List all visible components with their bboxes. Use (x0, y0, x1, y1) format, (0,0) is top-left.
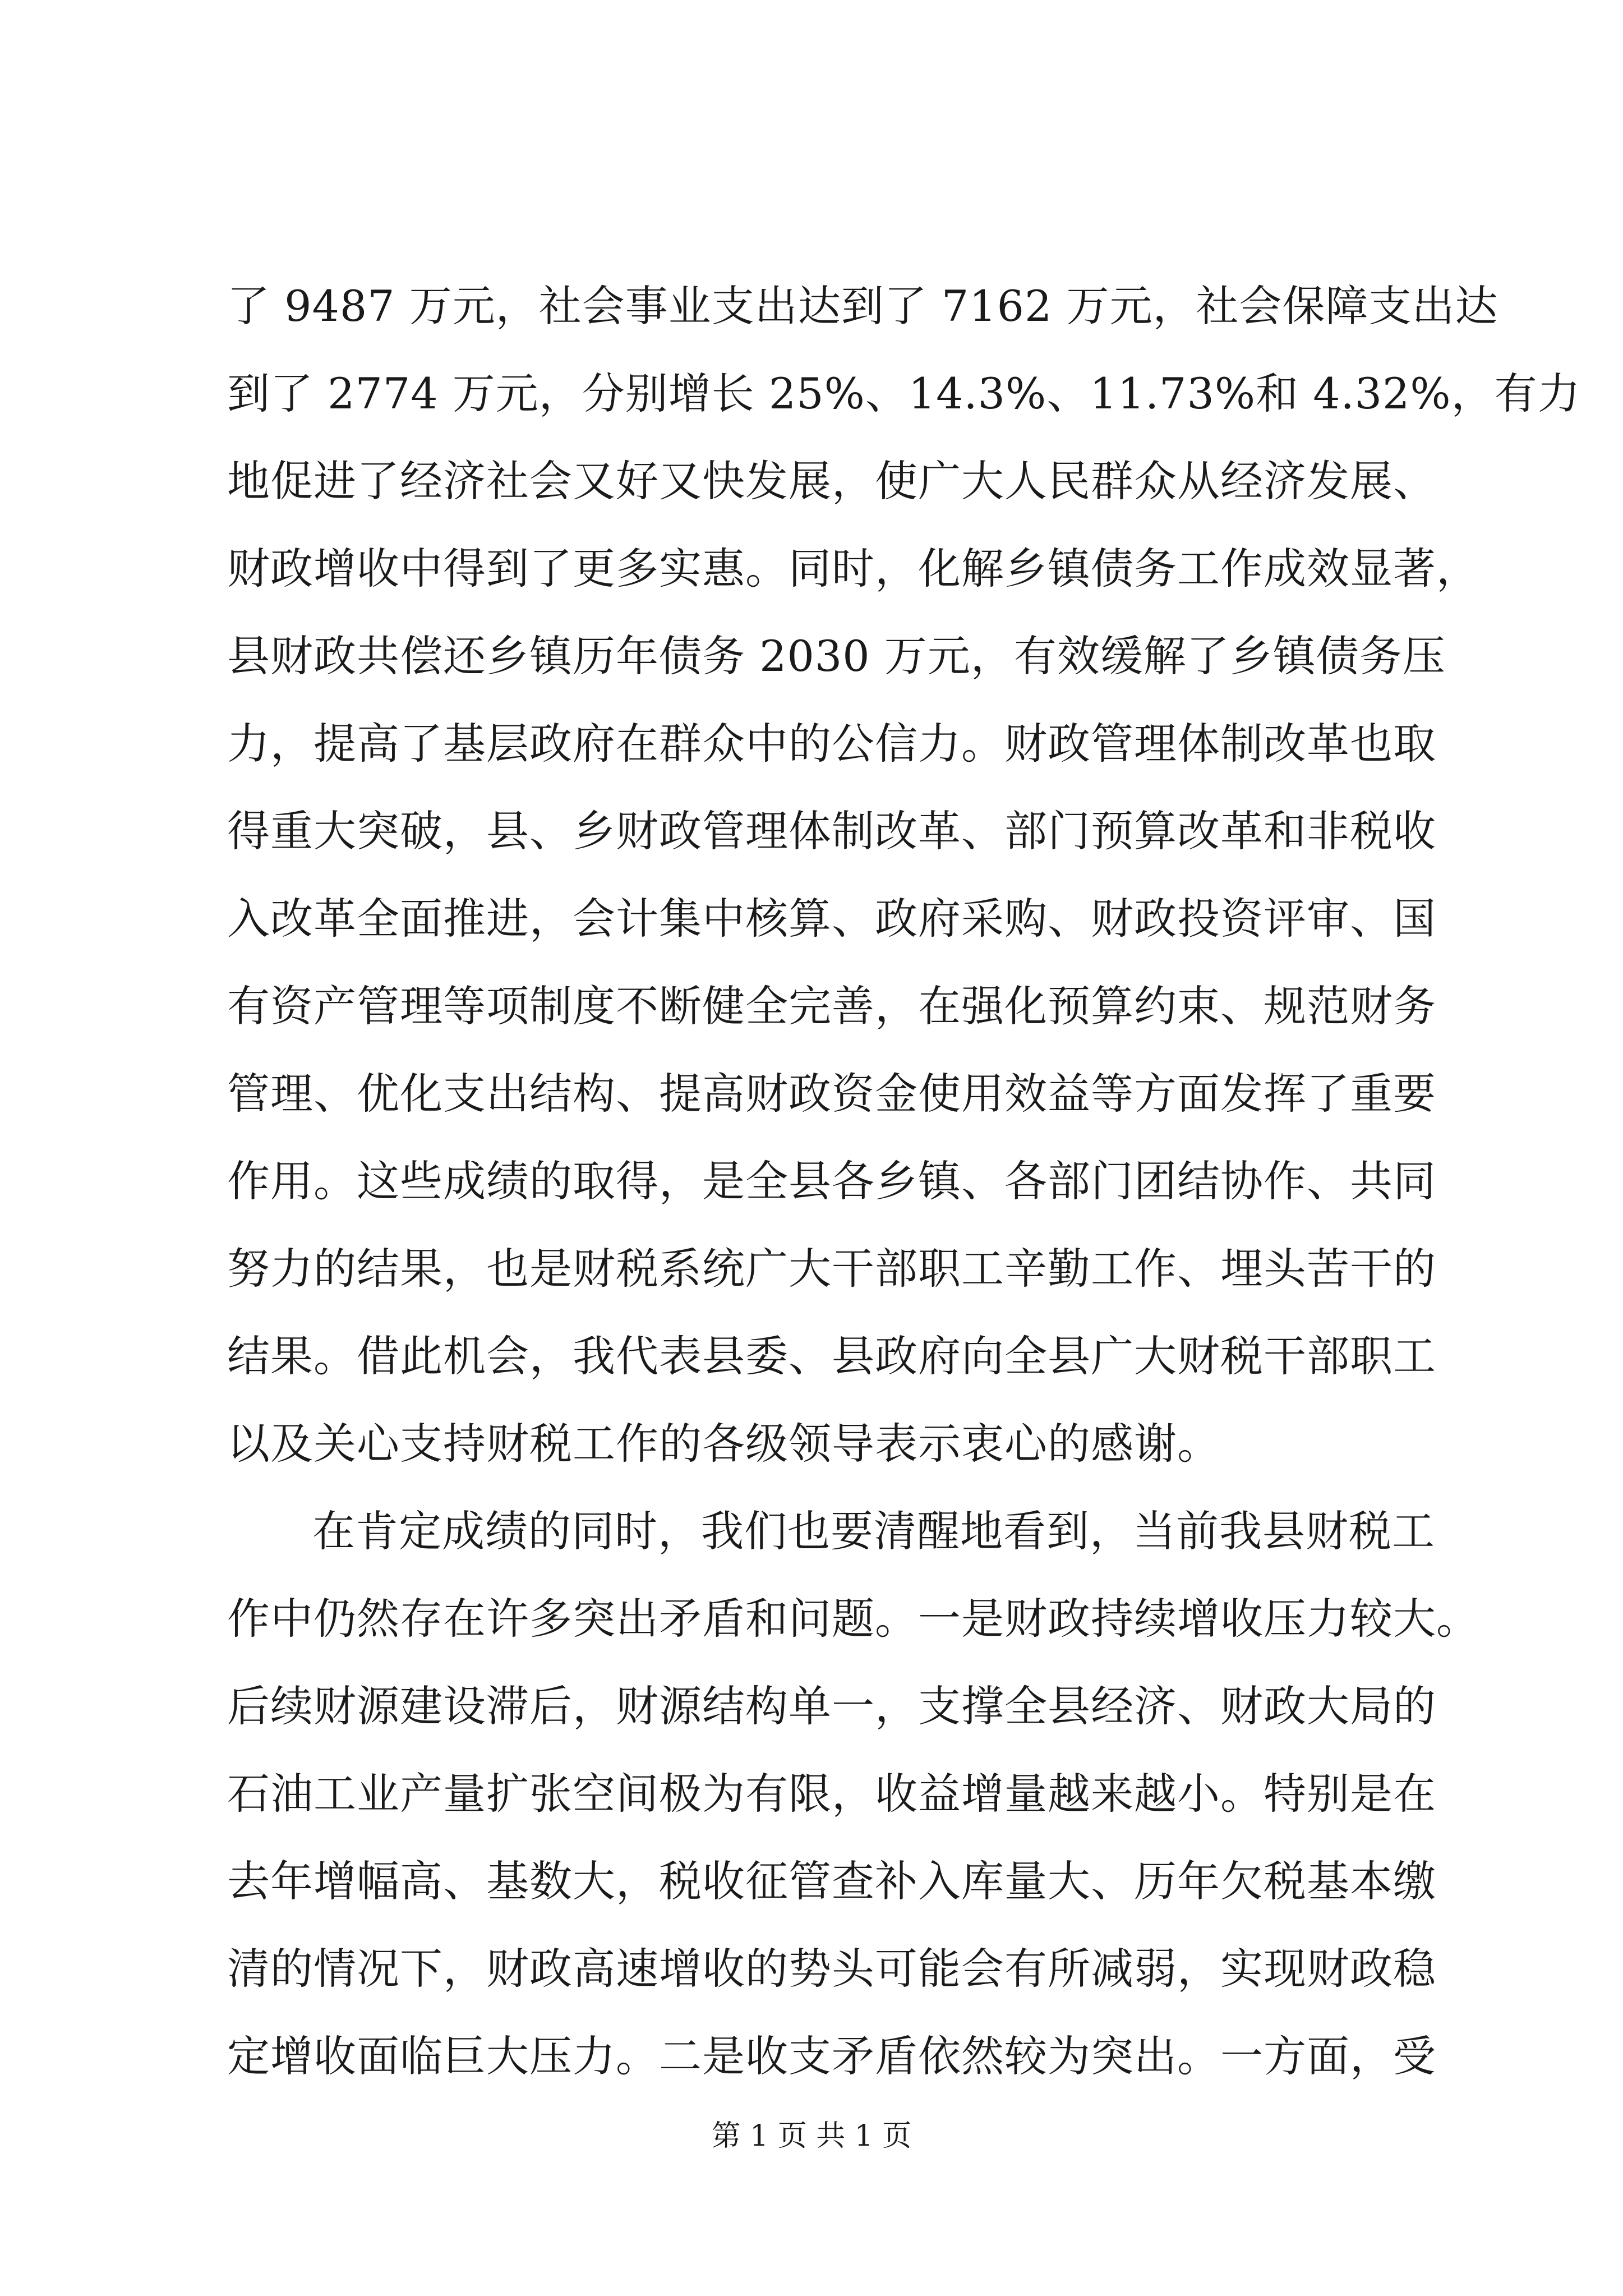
text-line: 得重大突破，县、乡财政管理体制改革、部门预算改革和非税收 (227, 806, 1436, 856)
text-line: 入改革全面推进，会计集中核算、政府采购、财政投资评审、国 (227, 894, 1436, 944)
text-line: 作中仍然存在许多突出矛盾和问题。一是财政持续增收压力较大。 (227, 1594, 1479, 1644)
text-line: 石油工业产量扩张空间极为有限，收益增量越来越小。特别是在 (227, 1769, 1436, 1819)
text-line: 努力的结果，也是财税系统广大干部职工辛勤工作、埋头苦干的 (227, 1244, 1436, 1294)
text-line: 财政增收中得到了更多实惠。同时，化解乡镇债务工作成效显著， (227, 544, 1479, 593)
text-line: 在肯定成绩的同时，我们也要清醒地看到，当前我县财税工 (312, 1506, 1435, 1556)
paragraph-1 (227, 263, 1581, 1488)
paragraph-2 (227, 1488, 1479, 2100)
text-line: 有资产管理等项制度不断健全完善，在强化预算约束、规范财务 (227, 981, 1436, 1031)
text-line: 去年增幅高、基数大，税收征管查补入库量大、历年欠税基本缴 (227, 1856, 1436, 1906)
text-line: 定增收面临巨大压力。二是收支矛盾依然较为突出。一方面，受 (227, 2031, 1436, 2081)
text-line: 清的情况下，财政高速增收的势头可能会有所减弱，实现财政稳 (227, 1944, 1436, 1994)
text-line: 了 9487 万元，社会事业支出达到了 7162 万元，社会保障支出达 (227, 281, 1498, 331)
text-line: 管理、优化支出结构、提高财政资金使用效益等方面发挥了重要 (227, 1069, 1436, 1119)
page-footer (0, 2112, 1623, 2154)
text-line: 县财政共偿还乡镇历年债务 2030 万元，有效缓解了乡镇债务压 (227, 631, 1446, 681)
text-line: 到了 2774 万元，分别增长 25%、14.3%、11.73%和 4.32%，有力 (227, 369, 1581, 418)
text-line: 作用。这些成绩的取得，是全县各乡镇、各部门团结协作、共同 (227, 1156, 1436, 1206)
text-line: 结果。借此机会，我代表县委、县政府向全县广大财税干部职工 (227, 1331, 1436, 1381)
text-line: 地促进了经济社会又好又快发展，使广大人民群众从经济发展、 (227, 456, 1436, 506)
text-line: 力，提高了基层政府在群众中的公信力。财政管理体制改革也取 (227, 719, 1436, 769)
document-body (227, 263, 1581, 2100)
text-line: 后续财源建设滞后，财源结构单一，支撑全县经济、财政大局的 (227, 1681, 1436, 1731)
text-line: 以及关心支持财税工作的各级领导表示衷心的感谢。 (227, 1419, 1220, 1469)
page-number-label: 第 1 页 共 1 页 (711, 2119, 912, 2153)
